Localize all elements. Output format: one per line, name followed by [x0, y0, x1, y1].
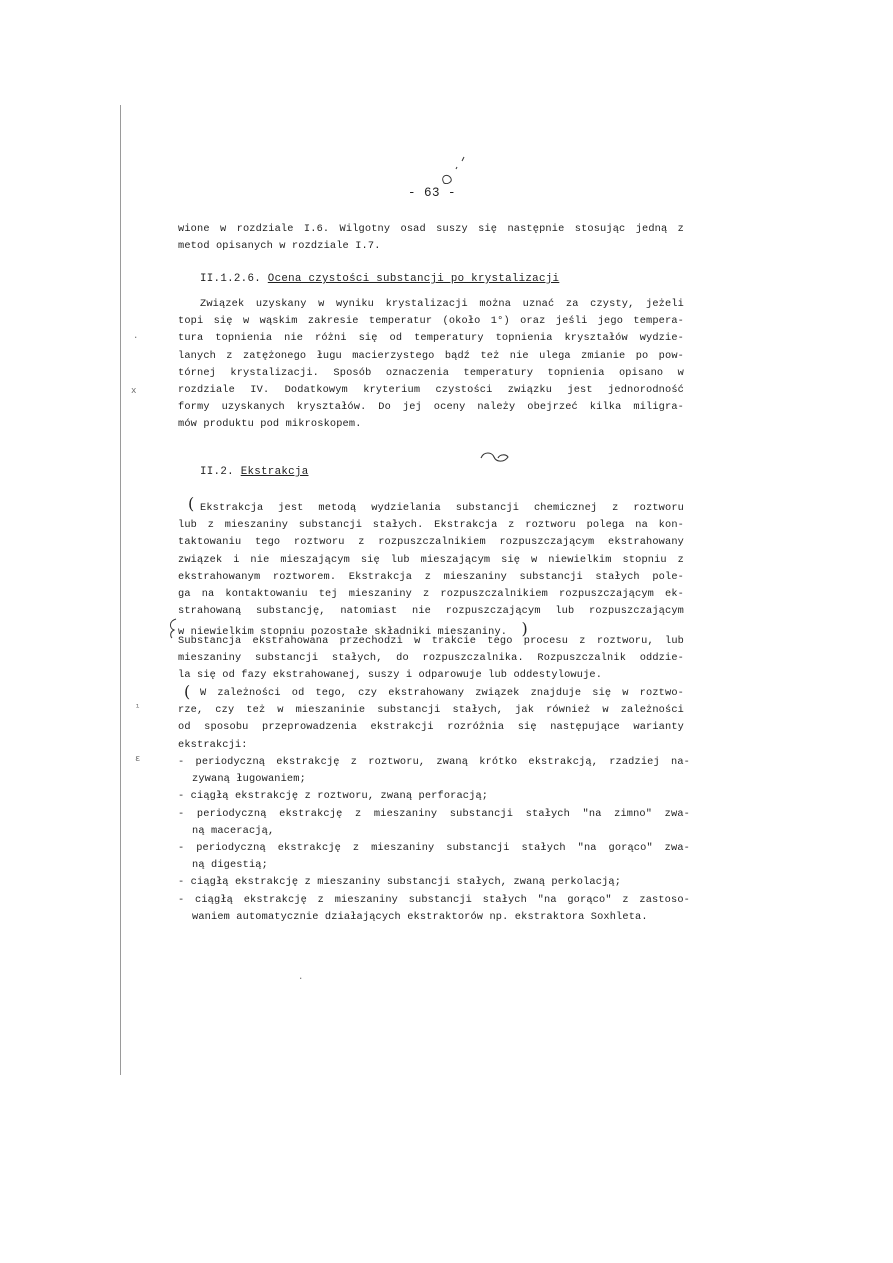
text-line: la się od fazy ekstrahowanej, suszy i odparowuje lub oddestylowuje. — [178, 669, 603, 682]
text-line: - periodyczną ekstrakcję z roztworu, zwaną krótko ekstrakcją, rzadziej na- — [178, 756, 690, 768]
open-paren-mark: ( — [188, 494, 195, 513]
text-line: ga na kontaktowaniu tej mieszaniny z rozpuszczalnikiem rozpuszczającym ek- — [178, 587, 684, 600]
list-item — [178, 754, 690, 788]
margin-mark: · — [298, 974, 304, 984]
text-line: lanych z zatężonego ługu macierzystego bądź też nie ulega zmianie po pow- — [178, 349, 684, 362]
text-line: mieszaniny substancji stałych, do rozpuszczalnika. Rozpuszczalnik oddzie- — [178, 652, 684, 665]
margin-mark: x — [131, 386, 137, 396]
text-line: ekstrahowanym roztworem. Ekstrakcja z mieszaniny substancji stałych pole- — [178, 570, 684, 583]
section-number: II.2. — [200, 466, 234, 478]
text-line: W zależności od tego, czy ekstrahowany związek znajduje się w roztwo- — [200, 687, 684, 699]
section-2-paragraph-3 — [178, 685, 684, 754]
text-line-content: w niewielkim stopniu pozostałe składniki mieszaniny. — [178, 626, 508, 639]
margin-mark: ɛ — [135, 754, 141, 764]
section-number: II.1.2.6. — [200, 273, 262, 285]
list-item — [178, 892, 690, 926]
page-number: - 63 - — [408, 186, 457, 200]
text-line: lub z mieszaniny substancji stałych. Ekstrakcja z roztworu polega na kon- — [178, 519, 684, 532]
text-line: ekstrakcji: — [178, 738, 248, 751]
text-line: waniem automatycznie działających ekstraktorów np. ekstraktora Soxhleta. — [192, 910, 648, 923]
text-line: tura topnienia nie różni się od temperatury topnienia kryształów wydzie- — [178, 332, 684, 345]
section-1-body — [178, 296, 684, 434]
text-line: związek i nie mieszającym się lub mieszającym się w niewielkim stopniu z — [178, 553, 684, 566]
text-line: Ekstrakcja jest metodą wydzielania substancji chemicznej z roztworu — [200, 502, 684, 514]
text-line: zywaną ługowaniem; — [192, 773, 306, 786]
text-line: tórnej krystalizacji. Sposób oznaczenia temperatury topnienia opisano w — [178, 366, 684, 379]
text-line: topi się w wąskim zakresie temperatur (około 1°) oraz jeśli jego tempera- — [178, 315, 684, 328]
text-line: strahowaną substancję, natomiast nie rozpuszczającym lub rozpuszczającym — [178, 605, 684, 618]
section-heading — [200, 273, 559, 285]
text-line: mów produktu pod mikroskopem. — [178, 418, 362, 431]
text-line: ną maceracją, — [192, 824, 275, 837]
section-2-paragraph-2 — [178, 633, 684, 685]
text-line: - periodyczną ekstrakcję z mieszaniny substancji stałych "na zimno" zwa- — [178, 807, 690, 820]
margin-mark: ¹ — [135, 703, 141, 713]
section-2-paragraph-1 — [178, 500, 684, 642]
pencil-squiggle-icon — [478, 448, 512, 468]
list-item — [178, 806, 690, 840]
section-title: Ocena czystości substancji po krystalizacji — [267, 273, 560, 285]
text-line: formy uzyskanych kryształów. Do jej oceny należy obejrzeć kilka miligra- — [178, 401, 684, 414]
text-line: wione w rozdziale I.6. Wilgotny osad suszy się następnie stosując jedną z — [178, 223, 684, 235]
list-item — [178, 788, 690, 805]
text-line: taktowaniu tego roztworu z rozpuszczalnikiem rozpuszczającym ekstrahowany — [178, 536, 684, 549]
text-line: rozdziale IV. Dodatkowym kryterium czystości związku jest jednorodność — [178, 383, 684, 396]
list-item — [178, 874, 690, 891]
text-line: od sposobu przeprowadzenia ekstrakcji rozróżnia się następujące warianty — [178, 721, 684, 734]
list-item — [178, 840, 690, 874]
section-heading — [200, 466, 308, 478]
intro-text — [178, 221, 684, 255]
text-line: - ciągłą ekstrakcję z mieszaniny substancji stałych "na gorąco" z zastoso- — [178, 893, 690, 906]
text-line: Substancja ekstrahowana przechodzi w trakcie tego procesu z roztworu, lub — [178, 635, 684, 647]
text-line: Związek uzyskany w wyniku krystalizacji można uznać za czysty, jeżeli — [200, 298, 684, 310]
text-line: ną digestią; — [192, 859, 268, 872]
extraction-variants-list — [178, 754, 690, 926]
text-line: metod opisanych w rozdziale I.7. — [178, 240, 381, 253]
open-paren-mark: ( — [184, 682, 191, 701]
margin-mark: · — [133, 333, 139, 343]
text-line: - ciągłą ekstrakcję z mieszaniny substancji stałych, zwaną perkolacją; — [178, 876, 622, 889]
pencil-scribble-icon — [436, 155, 476, 195]
text-line: - periodyczną ekstrakcję z mieszaniny substancji stałych "na gorąco" zwa- — [178, 841, 690, 854]
text-line: rze, czy też w mieszaninie substancji stałych, jak również w zależności — [178, 704, 684, 717]
close-paren-mark: ) — [521, 620, 528, 639]
text-line: - ciągłą ekstrakcję z roztworu, zwaną perforacją; — [178, 790, 489, 803]
page-edge-line — [120, 105, 121, 1075]
section-title: Ekstrakcja — [240, 466, 309, 478]
